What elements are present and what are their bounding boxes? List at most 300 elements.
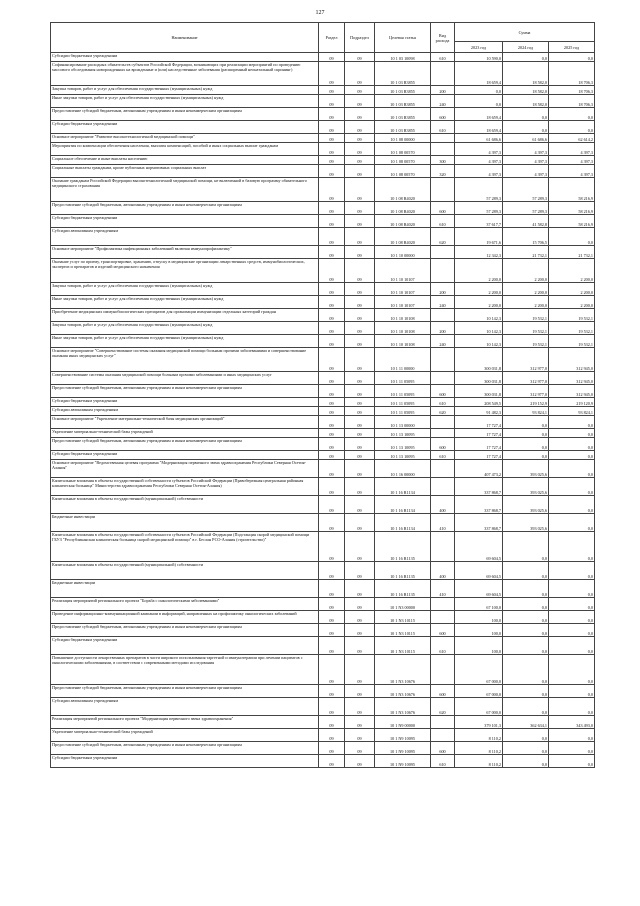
row-sum-2024: 393 025,6 [503,496,549,514]
row-sum-2024: 0,0 [503,729,549,742]
row-sum-2025: 58 216,9 [549,202,595,215]
row-target: 10 1 N3 10676 [375,655,431,685]
row-section: 09 [319,460,345,478]
row-sum-2023: 57 289,3 [455,178,503,202]
row-sum-2025: 19 532,1 [549,335,595,348]
row-subsection: 09 [345,580,375,598]
table-row [51,532,595,562]
row-name: Иные закупки товаров, работ и услуг для обеспечения государственных (муниципальных) нужд [51,296,319,309]
table-row [51,478,595,496]
row-section: 09 [319,562,345,580]
row-sum-2025: 0,0 [549,416,595,429]
row-subsection: 09 [345,228,375,246]
row-target: 10 1 16 R1135 [375,580,431,598]
row-target: 10 1 N3 00000 [375,598,431,611]
header-2025: 2025 год [549,42,595,53]
row-section: 09 [319,698,345,716]
row-name: Основное мероприятие "Укрепление материально-технической базы медицинских организаций" [51,416,319,429]
row-sum-2025: 312 945,0 [549,372,595,385]
row-subsection: 09 [345,385,375,398]
row-name: Субсидии бюджетным учреждениям [51,451,319,460]
table-row [51,165,595,178]
row-target: 10 1 N9 00000 [375,716,431,729]
row-subsection: 09 [345,372,375,385]
row-section: 09 [319,637,345,655]
row-target: 10 1 03 R3855 [375,121,431,134]
row-expense-type: 410 [431,514,455,532]
row-sum-2024: 219 152,9 [503,398,549,407]
row-name: Бюджетные инвестиции [51,580,319,598]
row-subsection: 09 [345,532,375,562]
row-target: 10 1 10 00000 [375,246,431,259]
row-sum-2024: 393 025,6 [503,460,549,478]
row-sum-2024: 18 582,0 [503,86,549,95]
row-target: 10 1 11 05095 [375,372,431,385]
row-name: Субсидии бюджетным учреждениям [51,121,319,134]
row-sum-2024: 0,0 [503,624,549,637]
row-sum-2025: 21 732,1 [549,246,595,259]
row-subsection: 09 [345,716,375,729]
row-section: 09 [319,62,345,86]
row-section: 09 [319,398,345,407]
row-subsection: 09 [345,729,375,742]
row-section: 09 [319,624,345,637]
table-row [51,385,595,398]
table-row [51,598,595,611]
row-name: Социальное обеспечение и иные выплаты населению [51,156,319,165]
row-expense-type [431,478,455,496]
row-name: Основное мероприятие "Ведомственная целевая программа "Модернизация первичного звена здравоохранения Республики Северная Осетия-Алания" [51,460,319,478]
row-sum-2025: 0,0 [549,108,595,121]
row-name: Оказание гражданам Российской Федерации высокотехнологичной медицинской помощи, не включенной в базовую программу обязательного медицинского страхования [51,178,319,202]
row-sum-2024: 15 706,5 [503,228,549,246]
header-target: Целевая статья [375,23,431,53]
row-sum-2024: 19 532,1 [503,335,549,348]
row-section: 09 [319,108,345,121]
row-section: 09 [319,296,345,309]
table-row [51,416,595,429]
row-subsection: 09 [345,259,375,283]
table-row [51,296,595,309]
row-expense-type [431,372,455,385]
row-sum-2023: 407 473,2 [455,460,503,478]
row-name: Реализация мероприятий регионального проекта "Модернизация первичного звена здравоохранения" [51,716,319,729]
row-section: 09 [319,598,345,611]
row-sum-2025: 0,0 [549,685,595,698]
row-expense-type: 600 [431,202,455,215]
page-number: 127 [315,10,325,16]
row-section: 09 [319,156,345,165]
row-expense-type: 240 [431,95,455,108]
row-target: 10 1 03 R3855 [375,108,431,121]
row-expense-type: 620 [431,407,455,416]
row-expense-type [431,716,455,729]
row-target: 10 1 N9 10095 [375,742,431,755]
row-sum-2023: 10 142,3 [455,335,503,348]
row-sum-2024: 2 200,0 [503,296,549,309]
header-sum: Сумма [455,23,595,42]
row-subsection: 09 [345,322,375,335]
row-sum-2023: 2 200,0 [455,259,503,283]
row-target: 10 1 N3 10115 [375,637,431,655]
row-name: Предоставление субсидий бюджетным, автономным учреждениям и иным некоммерческим организациям [51,202,319,215]
row-sum-2024: 2 200,0 [503,283,549,296]
row-target: 10 1 11 05095 [375,407,431,416]
row-sum-2024: 0,0 [503,637,549,655]
row-sum-2024: 0,0 [503,108,549,121]
row-section: 09 [319,514,345,532]
row-subsection: 09 [345,407,375,416]
row-sum-2025: 0,0 [549,611,595,624]
row-sum-2025: 0,0 [549,451,595,460]
row-subsection: 09 [345,514,375,532]
table-row [51,429,595,438]
row-subsection: 09 [345,685,375,698]
row-section: 09 [319,416,345,429]
table-row [51,729,595,742]
row-sum-2024: 0,0 [503,580,549,598]
row-sum-2025: 312 945,0 [549,348,595,372]
row-sum-2024: 0,0 [503,121,549,134]
row-sum-2023: 4 397,3 [455,143,503,156]
row-sum-2024: 0,0 [503,562,549,580]
row-subsection: 09 [345,108,375,121]
row-subsection: 09 [345,296,375,309]
table-row [51,460,595,478]
row-sum-2023: 10 590,0 [455,53,503,62]
row-name: Предоставление субсидий бюджетным, автономным учреждениям и иным некоммерческим организациям [51,438,319,451]
row-sum-2023: 10 142,3 [455,309,503,322]
row-name: Капитальные вложения в объекты государственной (муниципальной) собственности [51,496,319,514]
row-name: Предоставление субсидий бюджетным, автономным учреждениям и иным некоммерческим организациям [51,742,319,755]
row-subsection: 09 [345,134,375,143]
row-expense-type: 400 [431,496,455,514]
row-sum-2024: 362 634,1 [503,716,549,729]
row-sum-2024: 4 397,3 [503,156,549,165]
row-section: 09 [319,283,345,296]
row-sum-2025: 0,0 [549,624,595,637]
row-subsection: 09 [345,156,375,165]
row-target: 10 1 N3 10676 [375,698,431,716]
row-sum-2023: 100,0 [455,611,503,624]
row-sum-2025: 0,0 [549,562,595,580]
row-section: 09 [319,429,345,438]
row-sum-2025: 0,0 [549,755,595,768]
row-sum-2023: 8 110,2 [455,755,503,768]
row-subsection: 09 [345,398,375,407]
row-sum-2024: 19 532,1 [503,322,549,335]
row-section: 09 [319,322,345,335]
row-section: 09 [319,259,345,283]
row-name: Иные закупки товаров, работ и услуг для обеспечения государственных (муниципальных) нужд [51,95,319,108]
row-sum-2025: 312 945,0 [549,385,595,398]
row-section: 09 [319,532,345,562]
row-subsection: 09 [345,438,375,451]
header-2023: 2023 год [455,42,503,53]
row-sum-2025: 2 200,0 [549,259,595,283]
table-row [51,698,595,716]
table-row [51,143,595,156]
row-expense-type: 300 [431,156,455,165]
row-section: 09 [319,134,345,143]
table-row [51,655,595,685]
row-expense-type [431,532,455,562]
row-sum-2025: 219 120,9 [549,398,595,407]
row-sum-2023: 18 659,4 [455,108,503,121]
row-sum-2025: 4 397,3 [549,165,595,178]
table-row [51,685,595,698]
row-sum-2025: 0,0 [549,532,595,562]
row-sum-2025: 0,0 [549,742,595,755]
table-row [51,438,595,451]
row-subsection: 09 [345,143,375,156]
row-sum-2024: 19 532,1 [503,309,549,322]
row-expense-type [431,348,455,372]
row-expense-type: 600 [431,685,455,698]
row-section: 09 [319,246,345,259]
row-subsection: 09 [345,202,375,215]
table-row [51,562,595,580]
row-sum-2025: 2 200,0 [549,283,595,296]
row-sum-2025: 19 532,1 [549,309,595,322]
row-name: Предоставление субсидий бюджетным, автономным учреждениям и иным некоммерческим организациям [51,685,319,698]
row-name: Укрепление материально-технической базы учреждений [51,729,319,742]
row-subsection: 09 [345,429,375,438]
table-row [51,398,595,407]
row-name: Субсидии бюджетным учреждениям [51,755,319,768]
row-subsection: 09 [345,742,375,755]
row-subsection: 09 [345,451,375,460]
row-target: 10 1 10 10108 [375,322,431,335]
row-sum-2025: 0,0 [549,53,595,62]
table-row [51,215,595,228]
row-sum-2023: 57 289,3 [455,202,503,215]
row-sum-2025: 4 397,3 [549,143,595,156]
row-expense-type [431,309,455,322]
row-sum-2025: 0,0 [549,598,595,611]
row-expense-type: 610 [431,637,455,655]
row-sum-2024: 93 824,1 [503,407,549,416]
row-target: 10 1 03 R3855 [375,95,431,108]
row-target: 10 1 N3 10115 [375,611,431,624]
row-section: 09 [319,53,345,62]
row-sum-2024: 0,0 [503,755,549,768]
row-target: 10 1 10 10107 [375,259,431,283]
row-sum-2023: 100,0 [455,637,503,655]
row-sum-2024: 21 732,1 [503,246,549,259]
row-subsection: 09 [345,121,375,134]
row-sum-2025: 2 200,0 [549,296,595,309]
row-sum-2024: 57 289,3 [503,178,549,202]
row-name: Субсидии бюджетным учреждениям [51,215,319,228]
table-row [51,742,595,755]
row-sum-2023: 8 110,2 [455,742,503,755]
row-subsection: 09 [345,637,375,655]
row-target: 10 1 10 10108 [375,335,431,348]
row-sum-2024: 0,0 [503,742,549,755]
row-name: Предоставление субсидий бюджетным, автономным учреждениям и иным некоммерческим организациям [51,624,319,637]
table-row [51,716,595,729]
row-sum-2023: 10 142,3 [455,322,503,335]
row-sum-2023: 17 727,4 [455,438,503,451]
row-section: 09 [319,178,345,202]
row-sum-2025: 18 706,3 [549,95,595,108]
row-expense-type [431,729,455,742]
table-row [51,108,595,121]
row-expense-type: 610 [431,398,455,407]
row-expense-type: 600 [431,385,455,398]
row-sum-2024: 61 686,6 [503,134,549,143]
row-name: Закупка товаров, работ и услуг для обеспечения государственных (муниципальных) нужд [51,322,319,335]
row-subsection: 09 [345,246,375,259]
row-expense-type: 620 [431,228,455,246]
row-sum-2023: 300 031,8 [455,385,503,398]
row-name: Совершенствование системы оказания медицинской помощи больным прочими заболеваниями и иных медицинских услуг [51,372,319,385]
row-expense-type: 600 [431,108,455,121]
table-row [51,202,595,215]
row-target: 10 1 N3 10676 [375,685,431,698]
row-sum-2023: 300 031,8 [455,372,503,385]
row-sum-2023: 17 727,4 [455,451,503,460]
row-name: Субсидии автономным учреждениям [51,698,319,716]
row-sum-2024: 312 977,0 [503,385,549,398]
row-expense-type: 610 [431,215,455,228]
row-name: Капитальные вложения в объекты государственной собственности субъектов Российской Федерации (Подстанция скорой медицинской помощи ГБУЗ "Республиканская клиническая больница скорой медицинской помощи" в г. Беслан РСО-Алания (строительство)" [51,532,319,562]
table-row [51,246,595,259]
row-subsection: 09 [345,496,375,514]
row-expense-type [431,598,455,611]
row-sum-2024: 18 582,0 [503,95,549,108]
row-subsection: 09 [345,655,375,685]
row-section: 09 [319,335,345,348]
row-sum-2023: 67 000,0 [455,685,503,698]
table-row [51,178,595,202]
row-sum-2023: 67 000,0 [455,655,503,685]
row-section: 09 [319,742,345,755]
row-section: 09 [319,309,345,322]
row-sum-2023: 69 604,5 [455,580,503,598]
row-sum-2024: 312 977,0 [503,372,549,385]
row-section: 09 [319,755,345,768]
row-expense-type [431,259,455,283]
row-expense-type: 600 [431,438,455,451]
row-target: 10 1 08 00570 [375,156,431,165]
row-target: 10 1 13 10095 [375,429,431,438]
row-sum-2024: 312 977,0 [503,348,549,372]
row-sum-2025: 58 216,9 [549,215,595,228]
table-row [51,259,595,283]
row-target: 10 1 10 10107 [375,296,431,309]
row-section: 09 [319,407,345,416]
row-target: 10 1 N3 10115 [375,624,431,637]
row-target: 10 1 11 00000 [375,348,431,372]
row-expense-type [431,143,455,156]
header-2024: 2024 год [503,42,549,53]
row-sum-2024: 18 582,0 [503,62,549,86]
table-row [51,309,595,322]
table-row [51,62,595,86]
row-sum-2025: 0,0 [549,637,595,655]
row-name: Предоставление субсидий бюджетным, автономным учреждениям и иным некоммерческим организациям [51,385,319,398]
row-expense-type: 610 [431,121,455,134]
row-expense-type: 200 [431,322,455,335]
row-target: 10 1 03 R3855 [375,62,431,86]
row-name: Субсидии бюджетным учреждениям [51,53,319,62]
row-sum-2023: 18 659,4 [455,121,503,134]
row-sum-2023: 0,0 [455,95,503,108]
row-name: Иные закупки товаров, работ и услуг для обеспечения государственных (муниципальных) нужд [51,335,319,348]
table-row [51,95,595,108]
row-section: 09 [319,202,345,215]
row-sum-2025: 0,0 [549,460,595,478]
row-name: Закупка товаров, работ и услуг для обеспечения государственных (муниципальных) нужд [51,283,319,296]
row-sum-2023: 337 868,7 [455,496,503,514]
row-target: 10 1 08 R4020 [375,178,431,202]
row-section: 09 [319,729,345,742]
row-target: 10 1 16 R1135 [375,532,431,562]
header-section: Раздел [319,23,345,53]
row-name: Приобретение медицинских иммунобиологических препаратов для организации иммунизации отдельных категорий граждан [51,309,319,322]
row-expense-type [431,62,455,86]
row-sum-2023: 69 604,5 [455,562,503,580]
row-sum-2023: 61 686,6 [455,134,503,143]
row-sum-2025: 58 216,9 [549,178,595,202]
row-expense-type: 600 [431,742,455,755]
table-row [51,580,595,598]
row-sum-2024: 0,0 [503,655,549,685]
row-sum-2025: 0,0 [549,698,595,716]
table-row [51,348,595,372]
table-row [51,53,595,62]
row-sum-2023: 18 659,4 [455,62,503,86]
row-name: Субсидии бюджетным учреждениям [51,398,319,407]
row-sum-2023: 67 100,0 [455,598,503,611]
row-sum-2025: 93 824,1 [549,407,595,416]
row-sum-2023: 208 549,5 [455,398,503,407]
row-expense-type: 240 [431,335,455,348]
row-expense-type [431,429,455,438]
row-target: 10 1 08 R4020 [375,202,431,215]
row-sum-2023: 19 671,6 [455,228,503,246]
header-expense-type: Вид расхода [431,23,455,53]
row-subsection: 09 [345,178,375,202]
row-name: Реализация мероприятий регионального проекта "Борьба с онкологическими заболеваниями" [51,598,319,611]
row-section: 09 [319,580,345,598]
row-expense-type: 620 [431,698,455,716]
row-sum-2023: 69 604,5 [455,532,503,562]
row-sum-2025: 0,0 [549,655,595,685]
row-sum-2025: 0,0 [549,496,595,514]
row-sum-2024: 4 397,3 [503,165,549,178]
table-row [51,755,595,768]
row-sum-2023: 337 868,7 [455,478,503,496]
row-sum-2025: 0,0 [549,121,595,134]
row-sum-2024: 393 025,6 [503,478,549,496]
row-name: Оказание услуг по приему, транспортировке, хранению, отпуску в медицинские организации лекарственных средств, иммунобиологических, экспертиз и препаратов и изделий медицинского назначения [51,259,319,283]
table-row [51,322,595,335]
row-target: 10 1 11 05095 [375,398,431,407]
row-sum-2023: 91 482,3 [455,407,503,416]
row-subsection: 09 [345,309,375,322]
row-target: 10 1 13 10095 [375,451,431,460]
row-target: 10 1 13 00000 [375,416,431,429]
row-name: Субсидии бюджетным учреждениям [51,637,319,655]
row-sum-2023: 8 110,2 [455,729,503,742]
table-row [51,611,595,624]
row-subsection: 09 [345,95,375,108]
row-name: Основное мероприятие "Совершенствование системы оказания медицинской помощи больным прочими заболеваниями и совершенствование оказания иных медицинских услуг" [51,348,319,372]
row-name: Бюджетные инвестиции [51,514,319,532]
